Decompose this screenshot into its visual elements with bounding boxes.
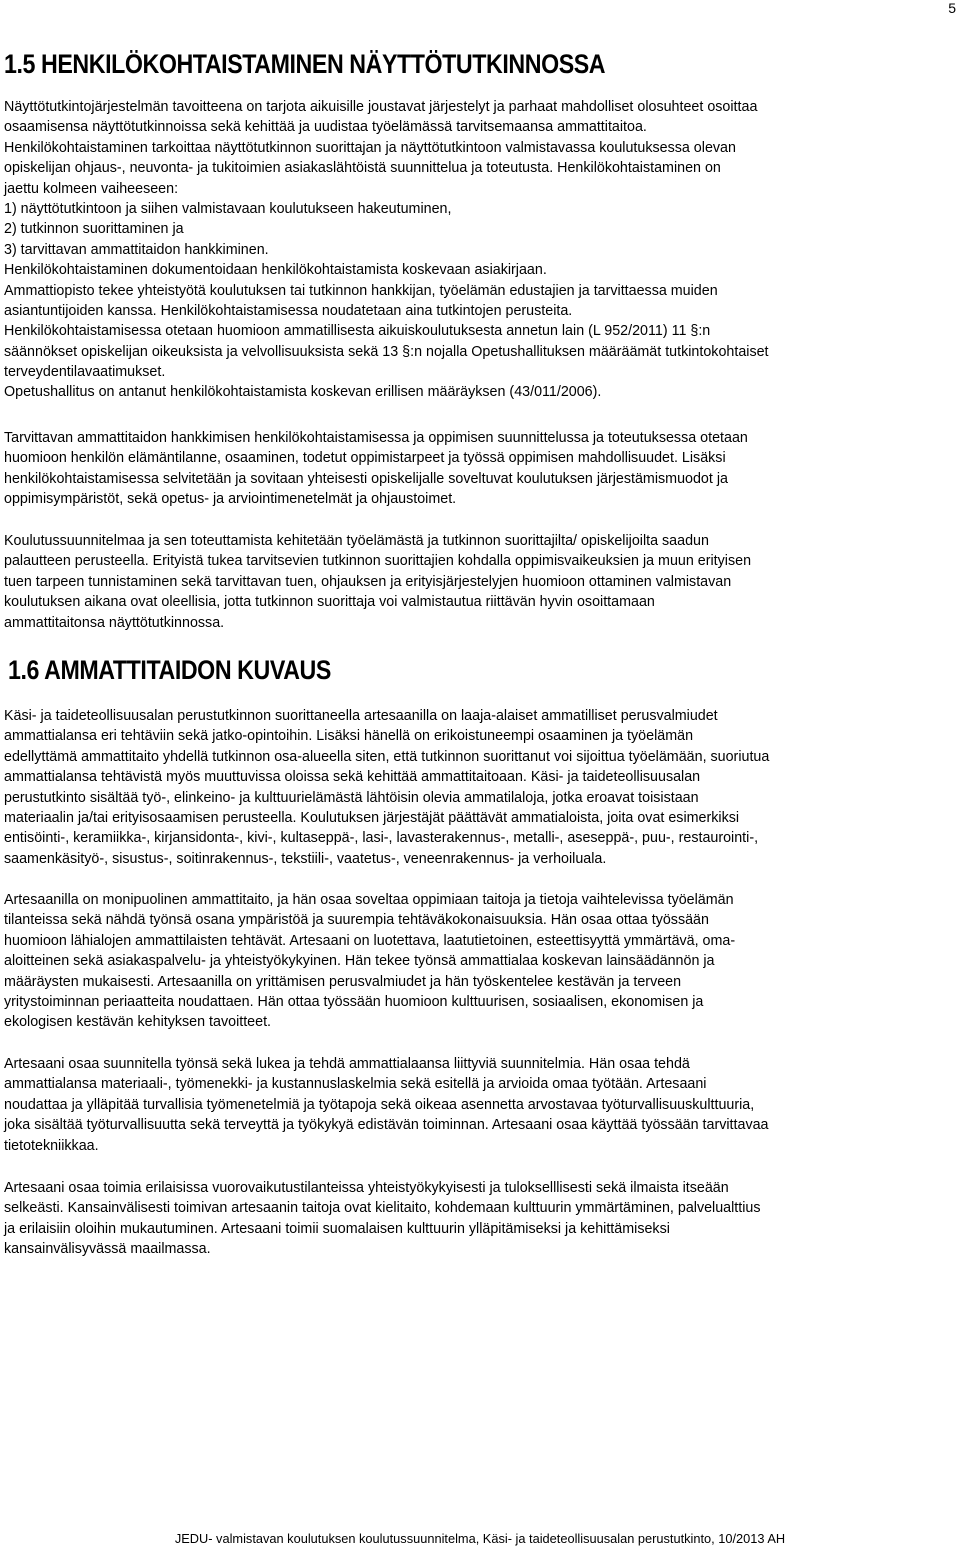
- text-line: ammattialansa materiaali-, työmenekki- ja kustannuslaskelmia sekä esitellä ja arvioida omaa työtään. Artesaani: [4, 1076, 707, 1093]
- text-line: opiskelijan ohjaus-, neuvonta- ja tukitoimien asiakaslähtöistä suunnittelua ja toteutusta. Henkilökohtaistaminen on: [4, 160, 721, 177]
- text-line: 2) tutkinnon suorittaminen ja: [4, 221, 184, 238]
- text-line: ammattitaitonsa näyttötutkinnossa.: [4, 614, 225, 631]
- text-line: ja erilaisiin oloihin mukautuminen. Artesaani toimii suomalaisen kulttuurin ylläpitämiseksi ja kehittämiseksi: [4, 1220, 670, 1237]
- text-line: huomioon lähialojen ammattilaisten tehtävät. Artesaani on luotettava, laatutietoinen, esteettisyyttä ymmärtävä, oma-: [4, 932, 736, 949]
- text-line: jaettu kolmeen vaiheeseen:: [4, 180, 179, 197]
- text-line: edellyttämä ammattitaito yhdellä tutkinnon osa-alueella siten, että tutkinnon suorittanut voi sijoittua työelämään, suoriutua: [4, 748, 770, 765]
- text-line: tietotekniikkaa.: [4, 1137, 99, 1154]
- text-line: Ammattiopisto tekee yhteistyötä koulutuksen tai tutkinnon hankkijan, työelämän edustajien ja tarvittaessa muiden: [4, 282, 718, 299]
- text-line: 1) näyttötutkintoon ja siihen valmistavaan koulutukseen hakeutuminen,: [4, 200, 452, 217]
- text-line: perustutkinto sisältää työ-, elinkeino- ja kulttuurielämästä lähtöisin olevia ammatilaloja, jotka eroavat toisistaan: [4, 789, 699, 806]
- text-line: Opetushallitus on antanut henkilökohtaistamista koskevan erillisen määräyksen (43/011/2006).: [4, 384, 602, 401]
- text-line: määräysten mukaisesti. Artesaanilla on yrittämisen perusvalmiudet ja hän työskentelee kestävän ja terveen: [4, 973, 682, 990]
- text-line: tuen tarpeen tunnistaminen sekä tarvittavan tuen, ohjauksen ja erityisjärjestelyjen huomioon ottaminen valmistavan: [4, 573, 732, 590]
- text-line: asiantuntijoiden kanssa. Henkilökohtaistamisessa noudatetaan aina tutkintojen perusteita.: [4, 302, 573, 319]
- section-heading-ammattitaidon-kuvaus: 1.6 AMMATTITAIDON KUVAUS: [8, 655, 331, 685]
- text-line: Koulutussuunnitelmaa ja sen toteuttamista kehitetään työelämästä ja tutkinnon suorittajilta/ opiskelijoilta saadun: [4, 533, 709, 549]
- paragraph: [4, 706, 956, 869]
- text-line: selkeästi. Kansainvälisesti toimivan artesaanin taitoja ovat kielitaito, kohdemaan kulttuurin ymmärtäminen, palvelualttius: [4, 1200, 761, 1217]
- text-line: Artesaani osaa toimia erilaisissa vuorovaikutustilanteissa yhteistyökykyisesti ja tulokselllisesti sekä ilmaista itseään: [4, 1180, 729, 1196]
- text-line: Artesaanilla on monipuolinen ammattitaito, ja hän osaa soveltaa oppimiaan taitoja ja tietoja vaihtelevissa työelämän: [4, 892, 734, 908]
- text-line: kansainvälisyvässä maailmassa.: [4, 1241, 211, 1258]
- text-line: Henkilökohtaistamisessa otetaan huomioon ammatillisesta aikuiskoulutuksesta annetun lain (L 952/2011) 11 §:n: [4, 323, 711, 340]
- text-line: Näyttötutkintojärjestelmän tavoitteena on tarjota aikuisille joustavat järjestelyt ja parhaat mahdolliset olosuhteet osoittaa: [4, 99, 758, 115]
- paragraph: [4, 1178, 956, 1260]
- text-line: huomioon henkilön elämäntilanne, osaaminen, todetut oppimistarpeet ja työssä oppimisen mahdollisuudet. Lisäksi: [4, 450, 726, 467]
- text-line: aloitteinen sekä asiakaspalvelu- ja yhteistyökykyinen. Hän tekee työnsä ammattialaa koskevan lainsäädännön ja: [4, 953, 715, 970]
- paragraph: [4, 531, 956, 633]
- text-line: terveydentilavaatimukset.: [4, 364, 166, 381]
- text-line: 3) tarvittavan ammattitaidon hankkiminen.: [4, 241, 269, 258]
- text-line: Henkilökohtaistaminen dokumentoidaan henkilökohtaistamista koskevaan asiakirjaan.: [4, 262, 547, 279]
- paragraph: [4, 1054, 956, 1156]
- paragraph: [4, 890, 956, 1033]
- text-line: Henkilökohtaistaminen tarkoittaa näyttötutkinnon suorittajan ja näyttötutkintoon valmistavassa koulutuksessa olevan: [4, 139, 736, 156]
- paragraph: [4, 97, 956, 403]
- text-line: koulutuksen aikana ovat oleellisia, jotta tutkinnon suorittaja voi valmistautua riittävän hyvin osoittamaan: [4, 594, 655, 611]
- text-line: entisöinti-, keramiikka-, kirjansidonta-, kivi-, kultaseppä-, lasi-, lavasterakennus-, metalli-, aseseppä-, puu-, restaurointi-,: [4, 830, 759, 847]
- text-line: ammattialansa eri tehtäviin sekä jatko-opintoihin. Lisäksi hänellä on erikoistuneempi osaaminen ja työelämän: [4, 728, 694, 745]
- page-footer: JEDU- valmistavan koulutuksen koulutussuunnitelma, Käsi- ja taideteollisuusalan perustutkinto, 10/2013 AH: [174, 1531, 786, 1546]
- text-line: ammattialansa tehtävistä myös muuttuvissa oloissa sekä kehittää ammattitaitoaan. Käsi- ja taideteollisuusalan: [4, 769, 701, 786]
- text-line: henkilökohtaistamisessa selvitetään ja sovitaan yhteisesti opiskelijalle soveltuvat koulutuksen järjestämismuodot ja: [4, 470, 728, 487]
- text-line: ekologisen kestävän kehityksen tavoitteet.: [4, 1014, 272, 1031]
- page-number: 5: [948, 0, 956, 16]
- text-line: tilanteissa sekä nähdä työnsä osana ympäristöä ja suurempia tehtäväkokonaisuuksia. Hän osaa ottaa työssään: [4, 912, 709, 929]
- text-line: Käsi- ja taideteollisuusalan perustutkinnon suorittaneella artesaanilla on laaja-alaiset ammatilliset perusvalmiudet: [4, 708, 718, 724]
- text-line: oppimisympäristöt, sekä opetus- ja arviointimenetelmät ja ohjaustoimet.: [4, 491, 457, 508]
- text-line: säännökset opiskelijan oikeuksista ja velvollisuuksista sekä 13 §:n nojalla Opetushallituksen määräämät tutkintokohtaiset: [4, 343, 769, 360]
- text-line: Artesaani osaa suunnitella työnsä sekä lukea ja tehdä ammattialaansa liittyviä suunnitelmia. Hän osaa tehdä: [4, 1056, 690, 1072]
- text-line: Tarvittavan ammattitaidon hankkimisen henkilökohtaistamisessa ja oppimisen suunnittelussa ja toteutuksessa otetaan: [4, 430, 748, 446]
- text-line: joka sisältää työturvallisuutta sekä terveyttä ja työkykyä edistävän toiminnan. Artesaani osaa käyttää työssään tarvittavaa: [4, 1117, 769, 1134]
- paragraph: [4, 428, 956, 510]
- text-line: noudattaa ja ylläpitää turvallisia työmenetelmiä ja työtapoja sekä oikeaa asennetta arvostavaa työturvallisuuskulttuuria,: [4, 1096, 755, 1113]
- section-heading-henkilokohtaistaminen: 1.5 HENKILÖKOHTAISTAMINEN NÄYTTÖTUTKINNOSSA: [4, 49, 606, 79]
- text-line: saamenkäsityö-, sisustus-, soitinrakennus-, tekstiili-, vaatetus-, veneenrakennus- ja verhoiluala.: [4, 850, 607, 867]
- text-line: osaamisensa näyttötutkinnoissa sekä kehittää ja uudistaa työelämässä tarvitsemaansa ammattitaitoa.: [4, 119, 647, 136]
- text-line: palautteen perusteella. Erityistä tukea tarvitsevien tutkinnon suorittajien kohdalla oppimisvaikeuksien ja muun erityisen: [4, 553, 752, 570]
- text-line: materiaalin ja/tai erityisosaamisen perusteella. Koulutuksen järjestäjät päättävät ammatialoista, joita ovat esimerkiksi: [4, 809, 740, 826]
- text-line: yritystoiminnan periaatteita noudattaen. Hän ottaa työssään huomioon kulttuurisen, sosiaalisen, ekonomisen ja: [4, 993, 704, 1010]
